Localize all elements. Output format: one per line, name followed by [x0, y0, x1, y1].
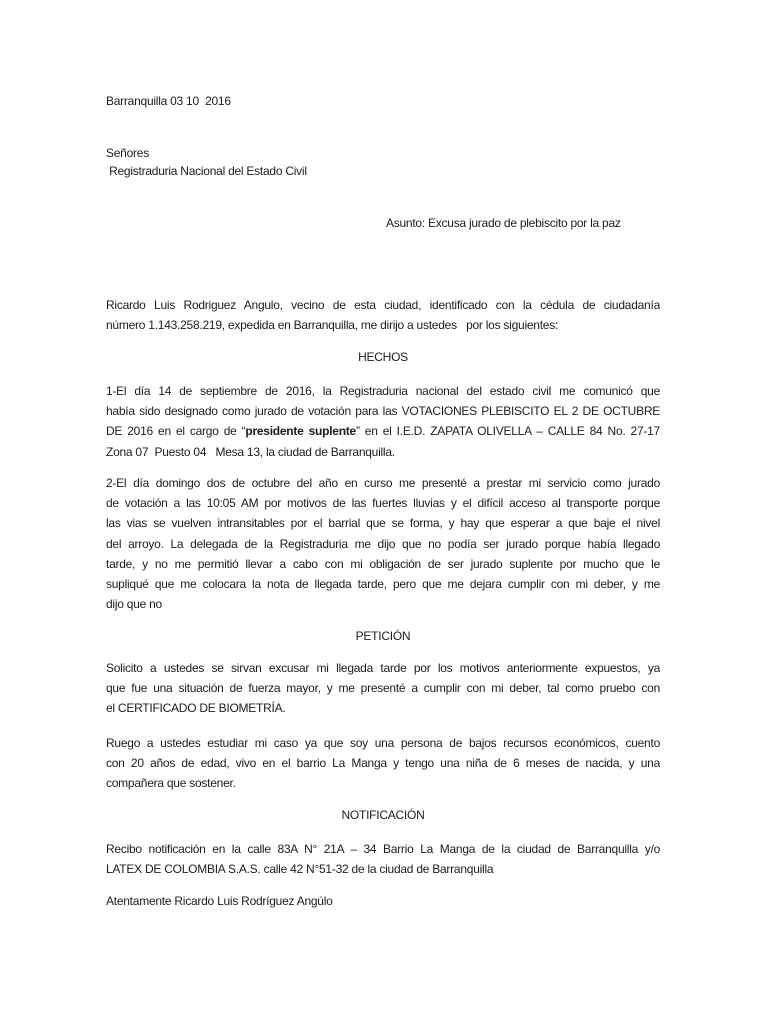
paragraph-line: Zona 07 Puesto 04 Mesa 13, la ciudad de Barranquilla. — [106, 444, 395, 459]
paragraph-line: Recibo notificación en la calle 83A N° 21A – 34 Barrio La Manga de la ciudad de Barranquilla y/o — [106, 842, 660, 856]
paragraph-line: compañera que sostener. — [106, 776, 236, 791]
paragraph-line — [106, 421, 660, 441]
paragraph-line: Ruego a ustedes estudiar mi caso ya que soy una persona de bajos recursos económicos, cuento — [106, 736, 660, 750]
paragraph-line: 1-El día 14 de septiembre de 2016, la Registraduria nacional del estado civil me comunicó que — [106, 384, 660, 398]
intro-paragraph — [106, 295, 660, 335]
paragraph-line: LATEX DE COLOMBIA S.A.S. calle 42 N°51-32 de la ciudad de Barranquilla — [106, 862, 494, 877]
paragraph-line: supliqué que me colocara la nota de llegada tarde, pero que me dejara cumplir con mi deber, y me — [106, 576, 660, 591]
paragraph-line: número 1.143.258.219, expedida en Barranquilla, me dirijo a ustedes por los siguientes: — [106, 318, 559, 333]
date-text: Barranquilla 03 10 2016 — [106, 94, 231, 108]
date-line — [106, 91, 660, 111]
paragraph-line: Ricardo Luis Rodriguez Angulo, vecino de esta ciudad, identificado con la cédula de ciudadanía — [106, 298, 660, 312]
paragraph-line: dijo que no — [106, 597, 162, 612]
emphasis-text: presidente suplente — [245, 424, 356, 439]
section-heading-notificacion: NOTIFICACIÓN — [341, 808, 425, 822]
subject-line: Asunto: Excusa jurado de plebiscito por la paz — [386, 216, 621, 230]
closing-signature — [106, 891, 660, 911]
recipient-text: Registraduria Nacional del Estado Civil — [106, 164, 307, 178]
paragraph-line: de votación a las 10:05 AM por motivos de las fuertes lluvias y el difícil acceso al transporte porque — [106, 496, 660, 511]
section-heading-peticion: PETICIÓN — [355, 629, 411, 643]
paragraph-line: que fue una situación de fuerza mayor, y me presenté a cumplir con mi deber, tal como pruebo con — [106, 681, 660, 696]
recipient — [106, 161, 660, 181]
paragraph-line: tarde, y no me permitió llevar a cabo con mi obligación de ser jurado suplente por mucho que le — [106, 556, 660, 571]
notificacion-paragraph — [106, 839, 660, 879]
paragraph-line: las vias se vuelven intransitables por el barrial que se forma, y hay que esperar a que baje el nivel — [106, 516, 660, 531]
section-heading-hechos: HECHOS — [358, 350, 408, 364]
text-segment: ” en el I.E.D. ZAPATA OLIVELLA – CALLE 84 No. 27-17 — [355, 424, 660, 439]
paragraph-line: el CERTIFICADO DE BIOMETRÍA. — [106, 701, 286, 716]
paragraph-line: Solicito a ustedes se sirvan excusar mi llegada tarde por los motivos anteriormente expuestos, ya — [106, 661, 660, 675]
paragraph-line: había sido designado como jurado de votación para las VOTACIONES PLEBISCITO EL 2 DE OCTUBRE — [106, 404, 660, 419]
salutation-text: Señores — [106, 146, 149, 160]
text-segment: DE 2016 en el cargo de “ — [106, 424, 246, 439]
paragraph-line: 2-El día domingo dos de octubre del año en curso me presenté a prestar mi servicio como jurado — [106, 476, 660, 490]
peticion-paragraph-1 — [106, 658, 660, 719]
hecho-paragraph-1 — [106, 381, 660, 462]
paragraph-line: con 20 años de edad, vivo en el barrio La Manga y tengo una niña de 6 meses de nacida, y una — [106, 756, 660, 771]
paragraph-line: del arroyo. La delegada de la Registraduria me dijo que no podía ser jurado porque había llegado — [106, 536, 660, 551]
peticion-paragraph-2 — [106, 733, 660, 794]
hecho-paragraph-2 — [106, 473, 660, 614]
closing-text: Atentamente Ricardo Luis Rodríguez Angúlo — [106, 894, 333, 908]
